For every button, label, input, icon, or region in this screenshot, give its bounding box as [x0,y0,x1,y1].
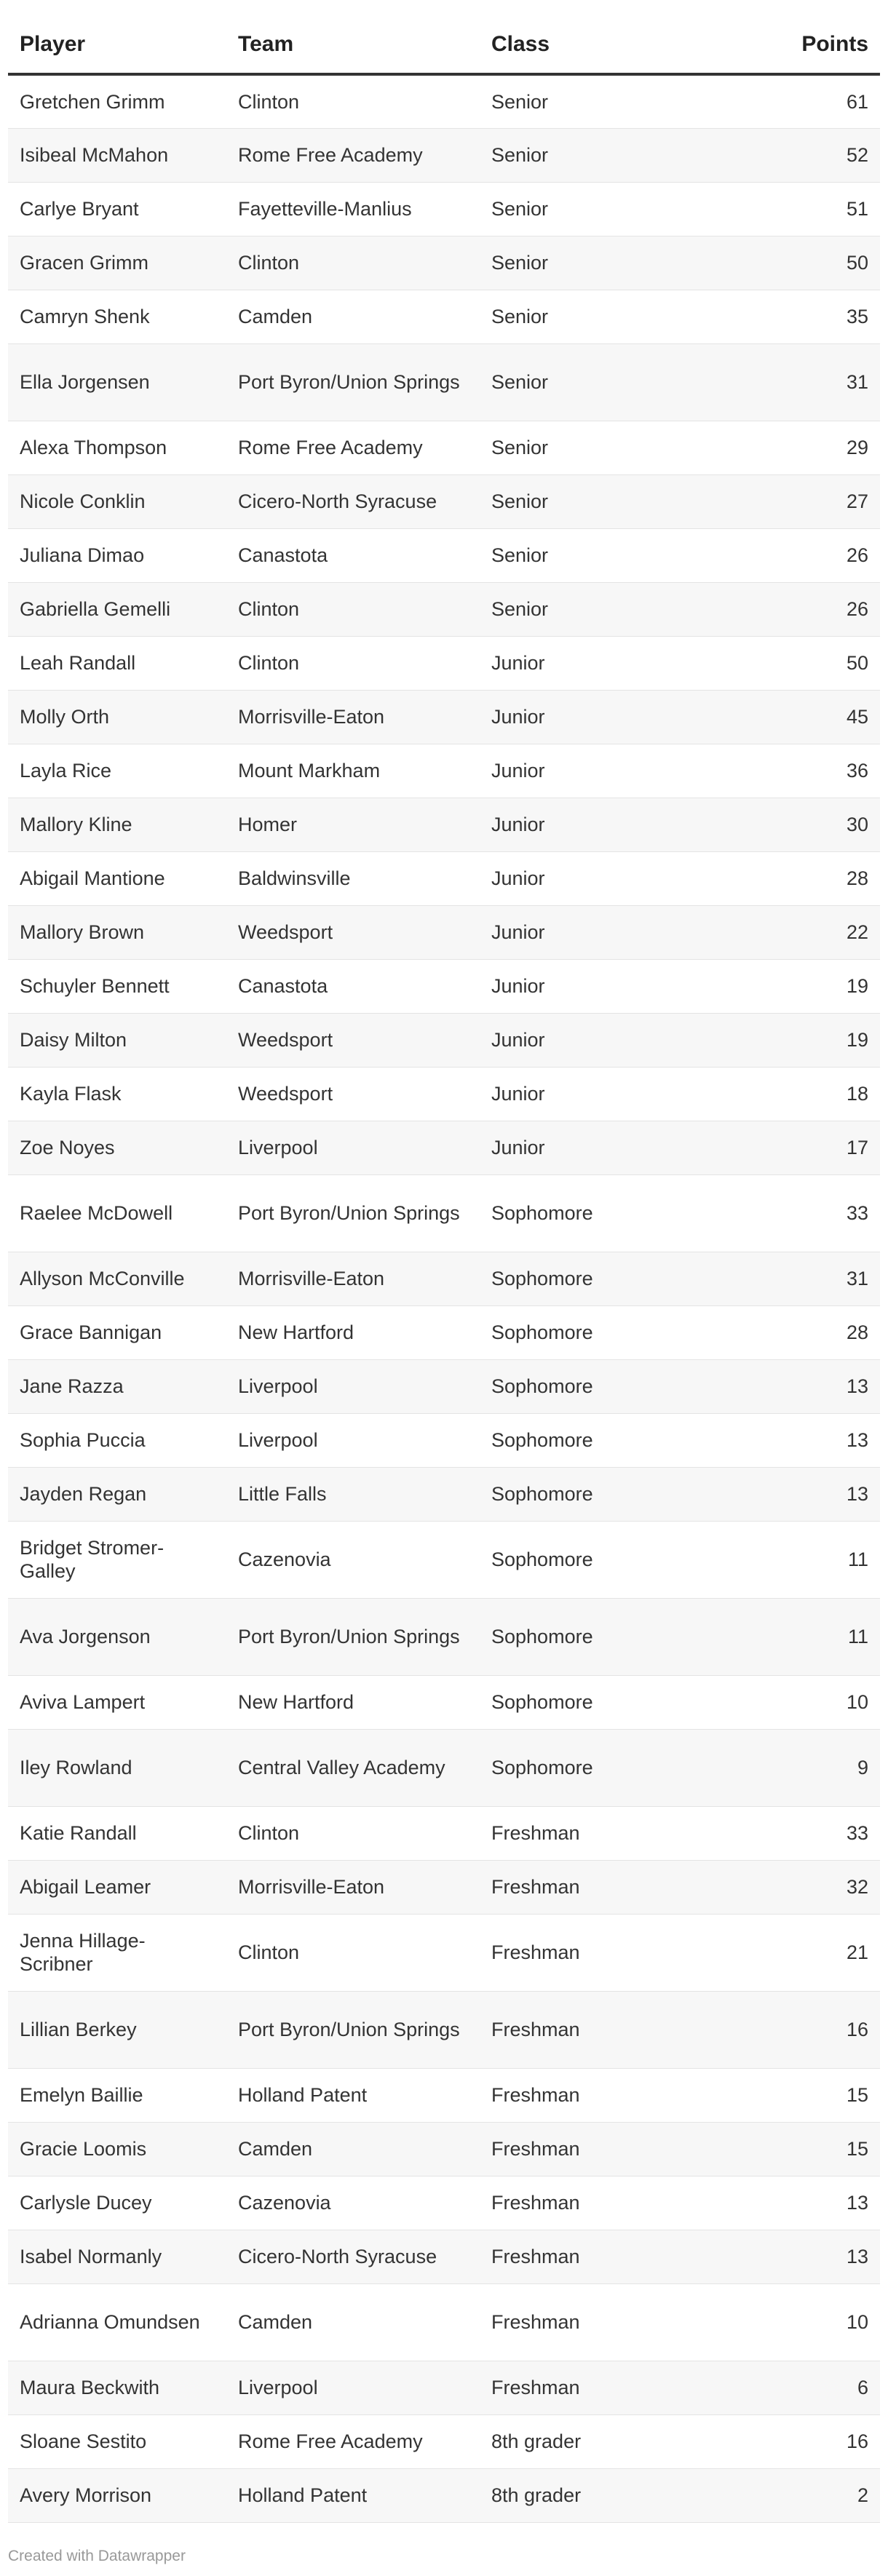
cell-player: Gretchen Grimm [8,74,226,128]
cell-points: 13 [720,2176,880,2230]
cell-team: Little Falls [226,1467,480,1521]
cell-class: Freshman [480,2361,720,2414]
table-row [8,1067,880,1121]
cell-class: Senior [480,528,720,582]
cell-player: Aviva Lampert [8,1675,226,1729]
cell-points: 26 [720,528,880,582]
cell-class: Senior [480,582,720,636]
cell-player: Iley Rowland [8,1729,226,1806]
cell-class: Sophomore [480,1521,720,1598]
cell-class: Sophomore [480,1467,720,1521]
cell-class: Freshman [480,2283,720,2361]
cell-points: 19 [720,1013,880,1067]
cell-team: Liverpool [226,2361,480,2414]
cell-player: Sophia Puccia [8,1413,226,1467]
cell-player: Carlye Bryant [8,182,226,236]
table-row [8,690,880,744]
cell-team: Homer [226,798,480,851]
cell-class: Sophomore [480,1174,720,1252]
column-header-team[interactable]: Team [226,16,480,74]
cell-player: Carlysle Ducey [8,2176,226,2230]
table-row [8,1675,880,1729]
cell-player: Gracen Grimm [8,236,226,290]
cell-class: Sophomore [480,1305,720,1359]
cell-player: Isabel Normanly [8,2230,226,2283]
table-row [8,2414,880,2468]
table-row [8,798,880,851]
cell-class: Junior [480,798,720,851]
cell-player: Ella Jorgensen [8,343,226,421]
cell-team: Central Valley Academy [226,1729,480,1806]
cell-class: Freshman [480,1860,720,1914]
cell-points: 13 [720,1413,880,1467]
cell-points: 11 [720,1598,880,1675]
table-row [8,1860,880,1914]
cell-class: Senior [480,236,720,290]
table-row [8,421,880,474]
table-header-row [8,16,880,74]
table-row [8,1013,880,1067]
table-row [8,2361,880,2414]
cell-team: Weedsport [226,1067,480,1121]
cell-points: 26 [720,582,880,636]
cell-points: 2 [720,2468,880,2522]
cell-team: Morrisville-Eaton [226,1252,480,1305]
column-header-class[interactable]: Class [480,16,720,74]
cell-team: Port Byron/Union Springs [226,343,480,421]
cell-points: 13 [720,1467,880,1521]
cell-team: Holland Patent [226,2468,480,2522]
cell-points: 13 [720,1359,880,1413]
cell-points: 22 [720,905,880,959]
cell-team: Cazenovia [226,1521,480,1598]
table-row [8,1174,880,1252]
table-body [8,74,880,2522]
cell-team: Clinton [226,636,480,690]
cell-team: Mount Markham [226,744,480,798]
cell-player: Katie Randall [8,1806,226,1860]
table-row [8,1991,880,2068]
cell-team: Port Byron/Union Springs [226,1174,480,1252]
cell-points: 45 [720,690,880,744]
cell-class: Junior [480,1013,720,1067]
table-row [8,2283,880,2361]
cell-player: Abigail Leamer [8,1860,226,1914]
table-row [8,636,880,690]
cell-team: Weedsport [226,1013,480,1067]
cell-points: 50 [720,636,880,690]
cell-class: Senior [480,343,720,421]
table-row [8,1467,880,1521]
cell-points: 28 [720,1305,880,1359]
cell-team: Morrisville-Eaton [226,1860,480,1914]
cell-points: 19 [720,959,880,1013]
cell-points: 16 [720,1991,880,2068]
table-row [8,1914,880,1991]
cell-player: Maura Beckwith [8,2361,226,2414]
cell-player: Jenna Hillage-Scribner [8,1914,226,1991]
cell-class: Senior [480,74,720,128]
cell-points: 31 [720,343,880,421]
table-row [8,2122,880,2176]
cell-team: Port Byron/Union Springs [226,1598,480,1675]
cell-class: Sophomore [480,1413,720,1467]
cell-player: Zoe Noyes [8,1121,226,1174]
cell-points: 27 [720,474,880,528]
cell-player: Jane Razza [8,1359,226,1413]
cell-class: Freshman [480,2230,720,2283]
cell-class: Senior [480,128,720,182]
cell-points: 18 [720,1067,880,1121]
cell-team: Liverpool [226,1359,480,1413]
cell-player: Alexa Thompson [8,421,226,474]
cell-class: 8th grader [480,2414,720,2468]
cell-player: Allyson McConville [8,1252,226,1305]
cell-points: 33 [720,1174,880,1252]
cell-class: Sophomore [480,1598,720,1675]
table-row [8,1598,880,1675]
table-row [8,343,880,421]
cell-points: 32 [720,1860,880,1914]
table-row [8,959,880,1013]
cell-class: Sophomore [480,1359,720,1413]
cell-class: Senior [480,290,720,343]
cell-points: 21 [720,1914,880,1991]
table-row [8,1305,880,1359]
cell-player: Daisy Milton [8,1013,226,1067]
table-row [8,182,880,236]
table-row [8,905,880,959]
cell-player: Avery Morrison [8,2468,226,2522]
cell-team: Rome Free Academy [226,421,480,474]
cell-class: Sophomore [480,1675,720,1729]
cell-player: Bridget Stromer-Galley [8,1521,226,1598]
table-row [8,474,880,528]
cell-class: Freshman [480,2068,720,2122]
cell-team: Camden [226,2283,480,2361]
cell-team: Cicero-North Syracuse [226,474,480,528]
cell-player: Sloane Sestito [8,2414,226,2468]
cell-class: Senior [480,182,720,236]
cell-points: 33 [720,1806,880,1860]
cell-class: Junior [480,636,720,690]
cell-player: Mallory Brown [8,905,226,959]
cell-team: Camden [226,290,480,343]
cell-points: 10 [720,2283,880,2361]
cell-class: Junior [480,851,720,905]
cell-class: Junior [480,959,720,1013]
cell-team: Canastota [226,959,480,1013]
table-row [8,236,880,290]
cell-points: 29 [720,421,880,474]
cell-points: 10 [720,1675,880,1729]
cell-points: 30 [720,798,880,851]
table-row [8,1359,880,1413]
cell-points: 51 [720,182,880,236]
cell-points: 11 [720,1521,880,1598]
cell-class: Senior [480,421,720,474]
cell-team: Rome Free Academy [226,128,480,182]
table-row [8,2068,880,2122]
cell-class: Senior [480,474,720,528]
cell-class: Freshman [480,2176,720,2230]
cell-team: Fayetteville-Manlius [226,182,480,236]
cell-team: Morrisville-Eaton [226,690,480,744]
cell-player: Schuyler Bennett [8,959,226,1013]
column-header-player[interactable]: Player [8,16,226,74]
cell-class: Junior [480,1121,720,1174]
table-row [8,2230,880,2283]
cell-class: Freshman [480,2122,720,2176]
cell-points: 50 [720,236,880,290]
cell-points: 9 [720,1729,880,1806]
cell-points: 36 [720,744,880,798]
cell-team: Weedsport [226,905,480,959]
cell-player: Gabriella Gemelli [8,582,226,636]
cell-player: Nicole Conklin [8,474,226,528]
cell-team: Liverpool [226,1413,480,1467]
table-row [8,128,880,182]
table-row [8,744,880,798]
table-row [8,2176,880,2230]
cell-class: Junior [480,905,720,959]
cell-class: Junior [480,744,720,798]
cell-team: New Hartford [226,1675,480,1729]
table-row [8,851,880,905]
cell-player: Emelyn Baillie [8,2068,226,2122]
cell-class: Sophomore [480,1729,720,1806]
cell-player: Layla Rice [8,744,226,798]
cell-class: Freshman [480,1914,720,1991]
cell-team: Baldwinsville [226,851,480,905]
cell-team: Clinton [226,582,480,636]
cell-class: 8th grader [480,2468,720,2522]
cell-player: Isibeal McMahon [8,128,226,182]
cell-player: Juliana Dimao [8,528,226,582]
cell-player: Kayla Flask [8,1067,226,1121]
cell-points: 52 [720,128,880,182]
cell-team: Holland Patent [226,2068,480,2122]
cell-player: Lillian Berkey [8,1991,226,2068]
cell-points: 28 [720,851,880,905]
table-row [8,2468,880,2522]
cell-class: Sophomore [480,1252,720,1305]
cell-points: 17 [720,1121,880,1174]
table-row [8,74,880,128]
cell-team: Cicero-North Syracuse [226,2230,480,2283]
cell-player: Gracie Loomis [8,2122,226,2176]
cell-points: 31 [720,1252,880,1305]
table-row [8,582,880,636]
cell-team: Camden [226,2122,480,2176]
column-header-points[interactable]: Points [720,16,880,74]
table-row [8,1252,880,1305]
cell-points: 13 [720,2230,880,2283]
cell-points: 6 [720,2361,880,2414]
cell-player: Mallory Kline [8,798,226,851]
cell-class: Junior [480,690,720,744]
cell-player: Camryn Shenk [8,290,226,343]
cell-team: Port Byron/Union Springs [226,1991,480,2068]
cell-team: Clinton [226,1914,480,1991]
cell-player: Molly Orth [8,690,226,744]
cell-player: Raelee McDowell [8,1174,226,1252]
table-row [8,290,880,343]
cell-player: Grace Bannigan [8,1305,226,1359]
cell-player: Leah Randall [8,636,226,690]
cell-points: 35 [720,290,880,343]
datawrapper-credit: Created with Datawrapper [8,2548,186,2564]
table-row [8,1521,880,1598]
cell-team: Clinton [226,236,480,290]
table-row [8,1806,880,1860]
cell-points: 15 [720,2122,880,2176]
data-table-container [8,16,880,2523]
cell-player: Jayden Regan [8,1467,226,1521]
cell-team: Liverpool [226,1121,480,1174]
player-points-table [8,16,880,2523]
cell-player: Ava Jorgenson [8,1598,226,1675]
cell-team: Clinton [226,74,480,128]
cell-class: Freshman [480,1806,720,1860]
cell-team: Rome Free Academy [226,2414,480,2468]
cell-class: Freshman [480,1991,720,2068]
cell-team: Cazenovia [226,2176,480,2230]
cell-points: 61 [720,74,880,128]
cell-points: 15 [720,2068,880,2122]
table-row [8,1729,880,1806]
cell-team: Canastota [226,528,480,582]
cell-class: Junior [480,1067,720,1121]
cell-team: Clinton [226,1806,480,1860]
table-row [8,1413,880,1467]
table-row [8,1121,880,1174]
cell-player: Adrianna Omundsen [8,2283,226,2361]
table-row [8,528,880,582]
cell-team: New Hartford [226,1305,480,1359]
cell-points: 16 [720,2414,880,2468]
cell-player: Abigail Mantione [8,851,226,905]
